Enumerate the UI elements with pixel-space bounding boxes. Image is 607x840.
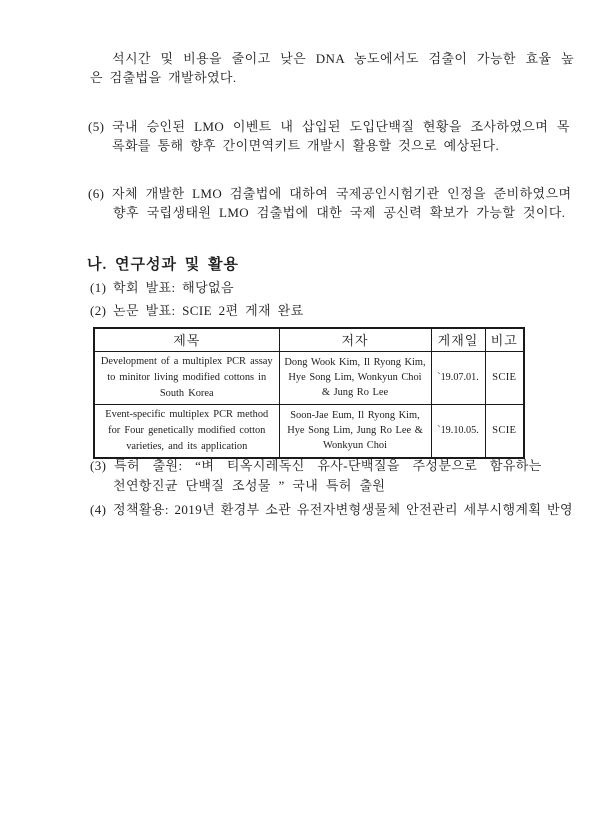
- item-6-line-1: 자체 개발한 LMO 검출법에 대하여 국제공인시험기관 인정을 준비하였으며: [112, 186, 572, 201]
- item-4-marker: (4): [90, 502, 107, 517]
- item-4-line-1: 정책활용: 2019년 환경부 소관 유전자변형생물체 안전관리 세부시행계획 반영: [113, 502, 573, 517]
- continuation-paragraph-line-1: 석시간 및 비용을 줄이고 낮은 DNA 농도에서도 검출이 가능한 효율 높: [112, 51, 575, 66]
- publications-table: [93, 327, 525, 459]
- item-1-text: 학회 발표: 해당없음: [113, 280, 234, 295]
- table-header-row: [94, 328, 524, 351]
- item-1-marker: (1): [90, 280, 107, 295]
- continuation-paragraph-line-2: 은 검출법을 개발하였다.: [90, 70, 237, 85]
- cell-date: `19.07.01.: [431, 351, 485, 404]
- item-3-line-2: 천연항진균 단백질 조성물 ” 국내 특허 출원: [113, 478, 386, 493]
- cell-note: SCIE: [485, 404, 524, 458]
- column-header-authors: 저자: [279, 328, 431, 351]
- cell-note: SCIE: [485, 351, 524, 404]
- item-2-text: 논문 발표: SCIE 2편 게재 완료: [113, 303, 304, 318]
- column-header-title: 제목: [94, 328, 279, 351]
- cell-authors: Dong Wook Kim, Il Ryong Kim, Hye Song Lim, Wonkyun Choi & Jung Ro Lee: [279, 351, 431, 404]
- section-heading: 나. 연구성과 및 활용: [87, 257, 239, 273]
- table-row-1: [94, 351, 524, 404]
- item-6-marker: (6): [88, 186, 105, 201]
- cell-title: Event-specific multiplex PCR method for Four genetically modified cotton varieties, and its application: [94, 404, 279, 458]
- cell-date: `19.10.05.: [431, 404, 485, 458]
- column-header-date: 게재일: [431, 328, 485, 351]
- table-row-2: [94, 404, 524, 458]
- cell-authors: Soon-Jae Eum, Il Ryong Kim, Hye Song Lim, Jung Ro Lee & Wonkyun Choi: [279, 404, 431, 458]
- item-2-marker: (2): [90, 303, 107, 318]
- cell-title: Development of a multiplex PCR assay to minitor living modified cottons in South Korea: [94, 351, 279, 404]
- item-5-line-1: 국내 승인된 LMO 이벤트 내 삽입된 도입단백질 현황을 조사하였으며 목: [112, 119, 570, 134]
- item-5-marker: (5): [88, 119, 105, 134]
- item-5-line-2: 록화를 통해 향후 간이면역키트 개발시 활용할 것으로 예상된다.: [112, 138, 500, 153]
- item-3-marker: (3): [90, 458, 107, 473]
- item-6-line-2: 향후 국립생태원 LMO 검출법에 대한 국제 공신력 확보가 가능할 것이다.: [113, 205, 566, 220]
- item-3-line-1: 특허 출원: “벼 티옥시레독신 유사-단백질을 주성분으로 함유하는: [114, 458, 542, 473]
- column-header-note: 비고: [485, 328, 524, 351]
